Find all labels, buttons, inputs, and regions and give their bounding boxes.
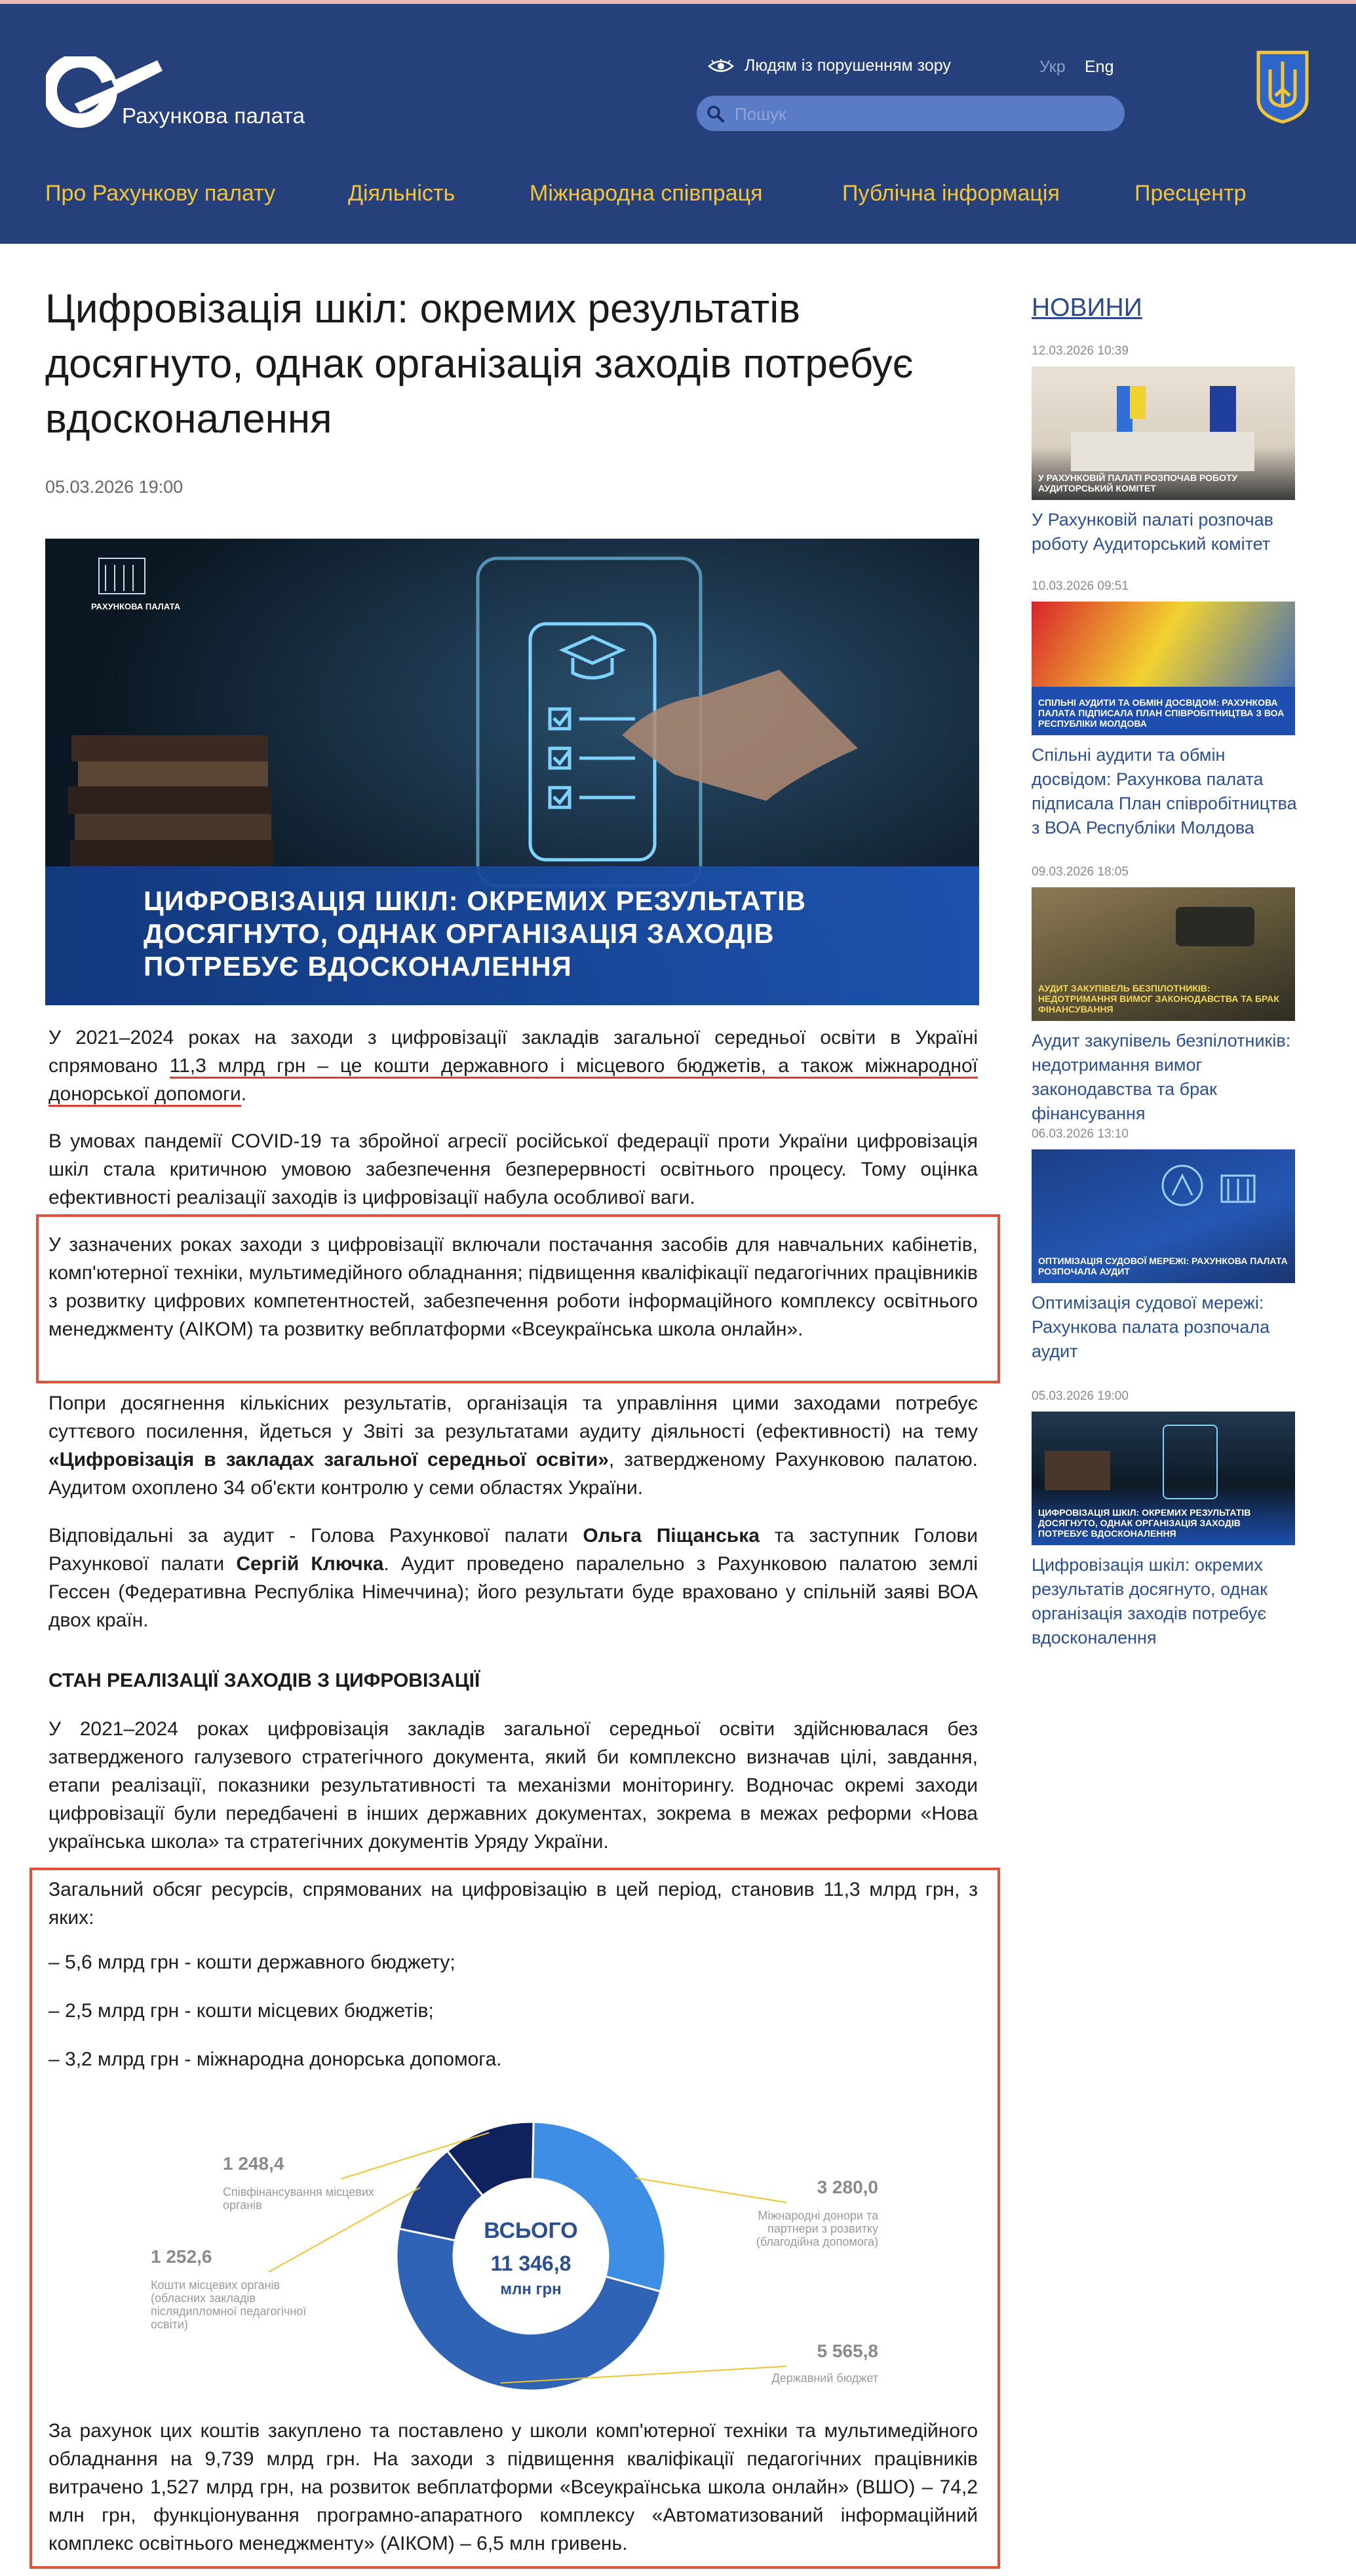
donut-center-value: 11 346,8 — [490, 2252, 571, 2275]
donut-center-unit: млн грн — [500, 2280, 562, 2298]
paragraph-4-text: Попри досягнення кількісних результатів, організація та управління цими заходами потребує суттєвого посилення, йдеться у Звіті за результатами аудиту діяльності (ефективності) на тему — [48, 1393, 978, 1442]
accessibility-label: Людям із порушенням зору — [745, 56, 951, 75]
books-icon — [68, 735, 273, 868]
article-date: 05.03.2026 19:00 — [45, 477, 184, 497]
funding-donut-chart — [138, 2113, 891, 2395]
article-paragraph-4 — [48, 1389, 978, 1502]
article-paragraph-7: Загальний обсяг ресурсів, спрямованих на цифровізацію в цей період, становив 11,3 млрд грн, з яких: — [48, 1879, 978, 1929]
news-thumbnail-caption: ОПТИМІЗАЦІЯ СУДОВОЇ МЕРЕЖІ: РАХУНКОВА ПАЛАТА РОЗПОЧАЛА АУДИТ — [1038, 1256, 1288, 1277]
news-date: 09.03.2026 18:05 — [1032, 865, 1129, 879]
search-icon[interactable] — [706, 104, 726, 124]
logo-text: Рахункова палата — [122, 104, 305, 128]
hero-caption: ЦИФРОВІЗАЦІЯ ШКІЛ: ОКРЕМИХ РЕЗУЛЬТАТІВ ДОСЯГНУТО, ОДНАК ОРГАНІЗАЦІЯ ЗАХОДІВ ПОТРЕБУЄ ВДОСКОНАЛЕННЯ — [144, 885, 807, 982]
news-item — [1032, 865, 1307, 1126]
news-thumbnail-caption: АУДИТ ЗАКУПІВЕЛЬ БЕЗПІЛОТНИКІВ: НЕДОТРИМАННЯ ВИМОГ ЗАКОНОДАВСТВА ТА БРАК ФІНАНСУВАННЯ — [1038, 983, 1279, 1014]
funding-list-item: – 2,5 млрд грн - кошти місцевих бюджетів; — [48, 2000, 434, 2022]
news-item — [1032, 1389, 1307, 1650]
news-thumbnail-caption: ЦИФРОВІЗАЦІЯ ШКІЛ: ОКРЕМИХ РЕЗУЛЬТАТІВ ДОСЯГНУТО, ОДНАК ОРГАНІЗАЦІЯ ЗАХОДІВ ПОТРЕБУЄ ВДОСКОНАЛЕННЯ — [1038, 1507, 1251, 1539]
news-date: 06.03.2026 13:10 — [1032, 1127, 1129, 1141]
nav-item-public-info[interactable]: Публічна інформація — [842, 181, 1060, 206]
news-item — [1032, 344, 1307, 556]
donut-category-label: (благодійна допомога) — [756, 2235, 878, 2248]
news-thumbnail[interactable] — [1032, 1149, 1295, 1283]
funding-list-item: – 5,6 млрд грн - кошти державного бюджету; — [48, 1951, 455, 1973]
donut-value-label: 5 565,8 — [817, 2341, 878, 2361]
donut-category-label: освіти) — [151, 2318, 188, 2331]
donut-chart-svg — [138, 2113, 891, 2395]
news-date: 12.03.2026 10:39 — [1032, 344, 1129, 358]
paragraph-1-text: У 2021–2024 роках на заходи з цифровізації закладів загальної середньої освіти в Україні спрямовано — [48, 1027, 978, 1077]
lang-eng-link[interactable]: Eng — [1085, 58, 1114, 76]
article-hero-image — [45, 539, 979, 1005]
news-thumbnail[interactable] — [1032, 1412, 1295, 1545]
news-title-link[interactable]: Цифровізація шкіл: окремих результатів досягнуто, однак організація заходів потребує вдосконалення — [1032, 1555, 1268, 1647]
news-title-link[interactable]: Оптимізація судової мережі: Рахункова палата розпочала аудит — [1032, 1293, 1270, 1361]
donut-value-label: 1 252,6 — [151, 2246, 212, 2267]
hero-org-label: РАХУНКОВА ПАЛАТА — [91, 602, 181, 611]
auditor-name-2: Сергій Ключка — [236, 1553, 384, 1575]
article-paragraph-5 — [48, 1522, 978, 1634]
news-thumbnail[interactable] — [1032, 366, 1295, 500]
donut-category-label: (обласних закладів — [151, 2292, 256, 2305]
donut-center-label: ВСЬОГО — [484, 2218, 578, 2243]
donut-category-label: партнери з розвитку — [767, 2222, 878, 2235]
news-title-link[interactable]: Спільні аудити та обмін досвідом: Рахункова палата підписала План співробітництва з ВОА Республіки Молдова — [1032, 745, 1297, 837]
nav-item-about[interactable]: Про Рахункову палату — [45, 181, 276, 206]
accessibility-link[interactable] — [708, 56, 951, 75]
paragraph-5-text-e: . Аудит проведено паралельно з Рахунковою палатою землі Гессен (Федеративна Республіка Німеччина); його результати буде враховано у спільній заяві ВОА двох країн. — [48, 1553, 978, 1631]
lang-ukr-link[interactable]: Укр — [1039, 58, 1066, 76]
news-date: 10.03.2026 09:51 — [1032, 579, 1129, 593]
article-paragraph-2: В умовах пандемії COVID-19 та збройної агресії російської федерації проти України цифровізація шкіл стала критичною умовою забезпечення безперервності освітнього процесу. Тому оцінка ефективності реалізації заходів із цифровізації набула особливої ваги. — [48, 1130, 978, 1208]
paragraph-1-highlight: 11,3 млрд грн – це кошти державного і місцевого бюджетів, а також міжнародної донорської допомоги — [48, 1055, 978, 1107]
funding-list-item: – 3,2 млрд грн - міжнародна донорська допомога. — [48, 2048, 502, 2070]
news-title-link[interactable]: Аудит закупівель безпілотників: недотримання вимог законодавства та брак фінансування — [1032, 1031, 1291, 1123]
donut-value-label: 3 280,0 — [817, 2177, 878, 2197]
coat-of-arms-icon — [1256, 50, 1309, 125]
donut-leader-line — [635, 2178, 786, 2202]
news-thumbnail[interactable] — [1032, 887, 1295, 1021]
paragraph-1-end: . — [241, 1083, 247, 1105]
article-paragraph-6: У 2021–2024 роках цифровізація закладів загальної середньої освіти здійснювалася без затвердженого галузевого стратегічного документа, який би комплексно визначав цілі, завдання, етапи реалізації, показники результативності та механізми моніторингу. Водночас окремі заходи цифровізації були передбачені в інших державних документах, зокрема в межах реформи «Нова українська школа» та стратегічних документів Уряду України. — [48, 1718, 978, 1853]
news-item — [1032, 579, 1307, 840]
donut-category-label: Міжнародні донори та — [758, 2209, 878, 2222]
article-title: Цифровізація шкіл: окремих результатів досягнуто, однак організація заходів потребує вдосконалення — [45, 286, 914, 442]
donut-category-label: післядипломної педагогічної — [151, 2305, 307, 2318]
news-date: 05.03.2026 19:00 — [1032, 1389, 1129, 1403]
article-paragraph-1 — [48, 1024, 978, 1108]
nav-item-international[interactable]: Міжнародна співпраця — [530, 181, 763, 206]
donut-category-label: Державний бюджет — [771, 2372, 878, 2385]
site-header — [0, 4, 1356, 244]
court-icons — [1032, 1149, 1295, 1235]
auditor-name-1: Ольга Піщанська — [583, 1525, 760, 1547]
report-title: «Цифровізація в закладах загальної середньої освіти» — [48, 1449, 609, 1471]
article-paragraph-8: За рахунок цих коштів закуплено та поставлено у школи комп'ютерної техніки та мультимедійного обладнання на 9,739 млрд грн. На заходи з підвищення кваліфікації педагогічних працівників витрачено 1,527 млрд грн, на розвиток вебплатформи «Всеукраїнська школа онлайн» (ВШО) – 74,2 млн грн, функціонування програмно-апаратного комплексу «Автоматизований інформаційний комплекс освітнього менеджменту» (АІКОМ) – 6,5 млн гривень. — [48, 2420, 978, 2554]
news-thumbnail[interactable] — [1032, 602, 1295, 735]
paragraph-4-end: , затвердженому Рахунковою палатою. Аудитом охоплено 34 об'єкти контролю у семи областях України. — [48, 1449, 978, 1499]
paragraph-5-text-a: Відповідальні за аудит - Голова Рахункової палати — [48, 1525, 583, 1547]
donut-value-label: 1 248,4 — [223, 2153, 284, 2174]
article-paragraph-3: У зазначених роках заходи з цифровізації включали постачання засобів для навчальних кабінетів, комп'ютерної техніки, мультимедійного обладнання; підвищення кваліфікації педагогічних працівників з розвитку цифрових компетентностей, забезпечення роботи інформаційного комплексу освітнього менеджменту (АІКОМ) та розвитку вебплатформи «Всеукраїнська школа онлайн». — [48, 1234, 978, 1340]
paragraph-5-text-c: та заступник Голови Рахункової палати — [48, 1525, 978, 1575]
news-item — [1032, 1127, 1307, 1364]
search-box — [697, 96, 1125, 131]
donut-category-label: Співфінансування місцевих — [223, 2185, 374, 2199]
news-title-link[interactable]: У Рахунковій палаті розпочав роботу Аудиторський комітет — [1032, 510, 1274, 554]
nav-item-press-center[interactable]: Пресцентр — [1134, 181, 1247, 206]
nav-item-activity[interactable]: Діяльність — [348, 181, 455, 206]
search-input[interactable] — [733, 101, 1110, 127]
eye-icon — [708, 59, 734, 73]
donut-category-label: органів — [223, 2199, 262, 2212]
news-thumbnail-caption: У РАХУНКОВІЙ ПАЛАТІ РОЗПОЧАВ РОБОТУ АУДИТОРСЬКИЙ КОМІТЕТ — [1038, 472, 1238, 493]
section-title: СТАН РЕАЛІЗАЦІЇ ЗАХОДІВ З ЦИФРОВІЗАЦІЇ — [48, 1670, 480, 1691]
donut-category-label: Кошти місцевих органів — [151, 2278, 281, 2292]
news-thumbnail-caption: СПІЛЬНІ АУДИТИ ТА ОБМІН ДОСВІДОМ: РАХУНКОВА ПАЛАТА ПІДПИСАЛА ПЛАН СПІВРОБІТНИЦТВА З ВОА РЕСПУБЛІКИ МОЛДОВА — [1038, 697, 1285, 729]
sidebar-news-title[interactable]: НОВИНИ — [1032, 294, 1142, 322]
